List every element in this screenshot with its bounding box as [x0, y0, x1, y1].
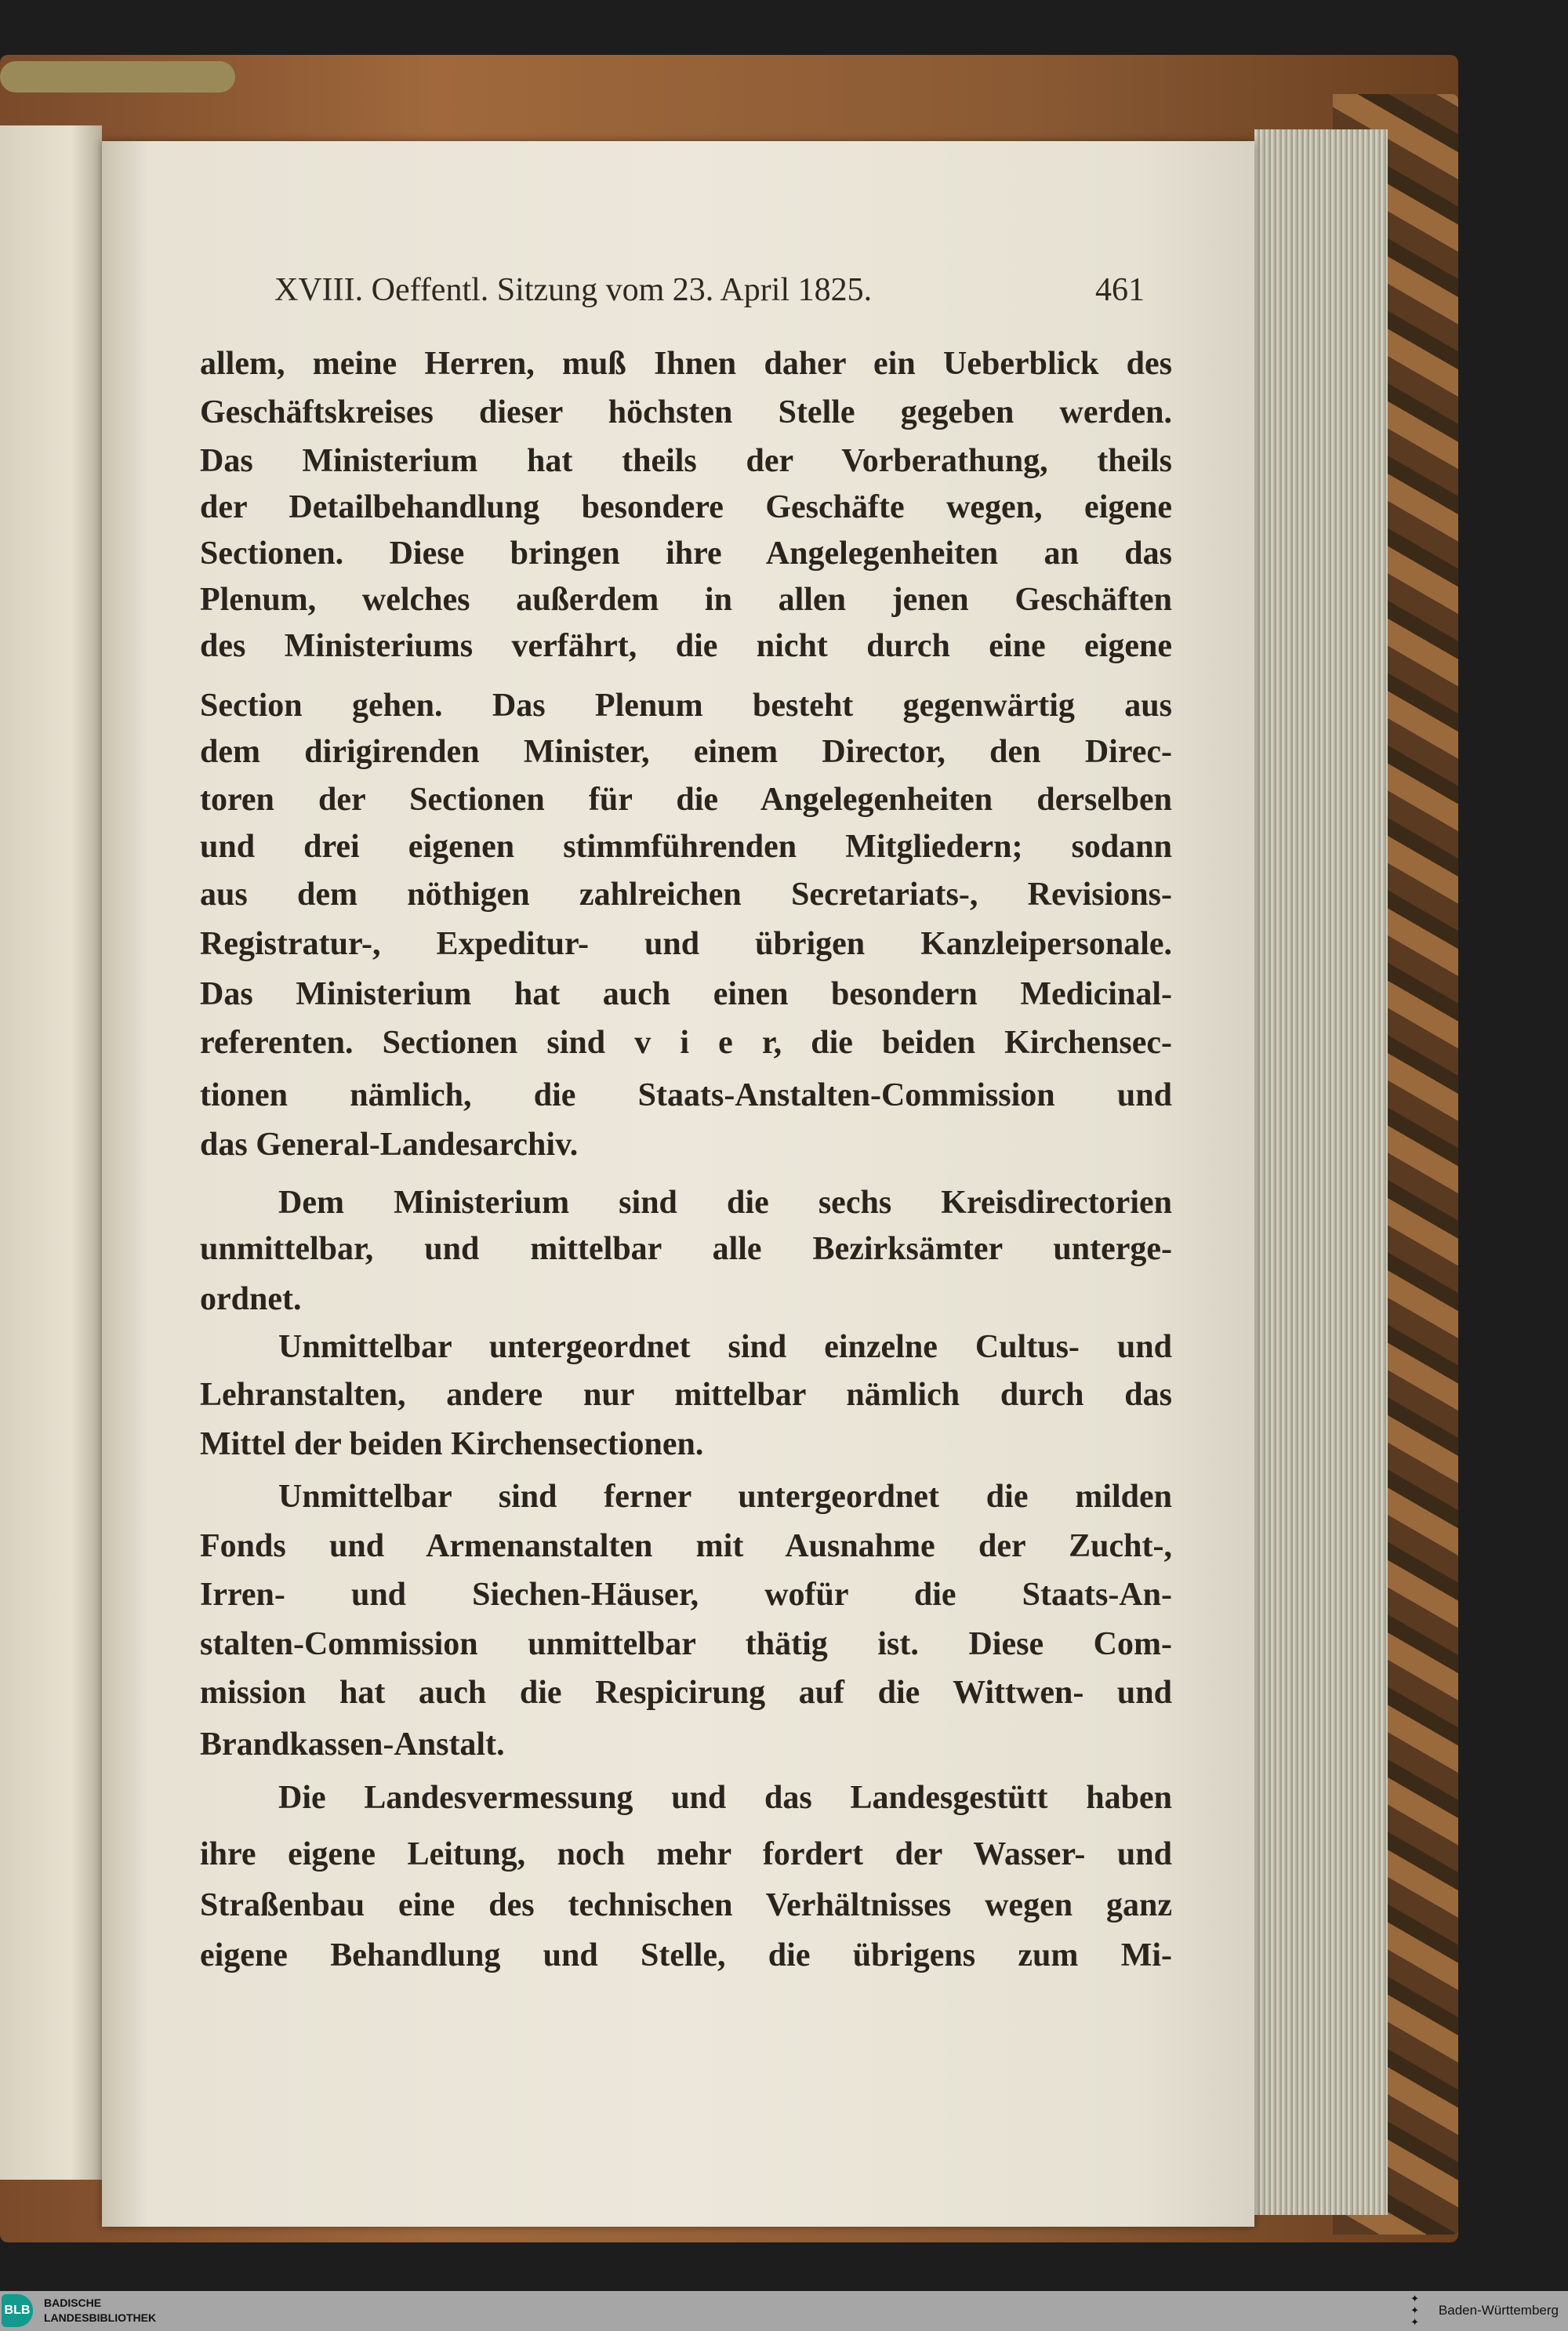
text-line: Sectionen. Diese bringen ihre Angelegenheiten an das	[200, 536, 1172, 572]
text-line: des Ministeriums verfährt, die nicht durch eine eigene	[200, 628, 1172, 664]
text-line: Mittel der beiden Kirchensectionen.	[200, 1426, 704, 1462]
text-line: Unmittelbar sind ferner untergeordnet die milden	[278, 1479, 1172, 1515]
text-line: ihre eigene Leitung, noch mehr fordert der Wasser- und	[200, 1836, 1172, 1872]
library-name	[44, 2296, 156, 2326]
text-line: referenten. Sectionen sind v i e r, die beiden Kirchensec-	[200, 1025, 1172, 1061]
page-number: 461	[1095, 272, 1145, 308]
running-title: XVIII. Oeffentl. Sitzung vom 23. April 1825.	[274, 272, 873, 308]
text-line: Das Ministerium hat auch einen besondern Medicinal-	[200, 976, 1172, 1012]
text-line: eigene Behandlung und Stelle, die übrigens zum Mi-	[200, 1937, 1172, 1973]
state-logo-text: Baden-Württemberg	[1438, 2303, 1559, 2318]
text-line: aus dem nöthigen zahlreichen Secretariats-, Revisions-	[200, 877, 1172, 913]
text-line: Dem Ministerium sind die sechs Kreisdirectorien	[278, 1185, 1172, 1221]
text-line: tionen nämlich, die Staats-Anstalten-Commission und	[200, 1077, 1172, 1113]
library-name-line1: BADISCHE	[44, 2297, 102, 2309]
text-line: mission hat auch die Respicirung auf die Wittwen- und	[200, 1675, 1172, 1711]
footer-bar	[0, 2291, 1568, 2331]
text-line: stalten-Commission unmittelbar thätig ist. Diese Com-	[200, 1626, 1172, 1662]
text-line: Brandkassen-Anstalt.	[200, 1726, 505, 1763]
library-name-line2: LANDESBIBLIOTHEK	[44, 2311, 157, 2324]
text-line: Unmittelbar untergeordnet sind einzelne Cultus- und	[278, 1329, 1172, 1365]
text-line: toren der Sectionen für die Angelegenheiten derselben	[200, 782, 1172, 818]
lions-crest-icon: ✦ ✦ ✦	[1410, 2293, 1419, 2328]
text-line: und drei eigenen stimmführenden Mitgliedern; sodann	[200, 829, 1172, 865]
text-line: unmittelbar, und mittelbar alle Bezirksämter unterge-	[200, 1231, 1172, 1267]
text-line: Section gehen. Das Plenum besteht gegenwärtig aus	[200, 688, 1172, 724]
text-line: das General-Landesarchiv.	[200, 1127, 579, 1163]
text-line: Registratur-, Expeditur- und übrigen Kanzleipersonale.	[200, 926, 1172, 962]
text-line: Geschäftskreises dieser höchsten Stelle gegeben werden.	[200, 394, 1172, 430]
text-line: allem, meine Herren, muß Ihnen daher ein Ueberblick des	[200, 346, 1172, 382]
text-line: Fonds und Armenanstalten mit Ausnahme der Zucht-,	[200, 1528, 1172, 1564]
blb-logo: BLB	[2, 2294, 33, 2327]
text-line: ordnet.	[200, 1281, 302, 1317]
text-line: Plenum, welches außerdem in allen jenen Geschäften	[200, 582, 1172, 618]
text-line: Lehranstalten, andere nur mittelbar nämlich durch das	[200, 1377, 1172, 1413]
text-line: Straßenbau eine des technischen Verhältnisses wegen ganz	[200, 1887, 1172, 1923]
text-line: der Detailbehandlung besondere Geschäfte wegen, eigene	[200, 489, 1172, 525]
text-line: Irren- und Siechen-Häuser, wofür die Staats-An-	[200, 1577, 1172, 1613]
text-line: dem dirigirenden Minister, einem Director, den Direc-	[200, 734, 1172, 770]
text-line: Die Landesvermessung und das Landesgestütt haben	[278, 1780, 1172, 1816]
text-line: Das Ministerium hat theils der Vorberathung, theils	[200, 443, 1172, 479]
